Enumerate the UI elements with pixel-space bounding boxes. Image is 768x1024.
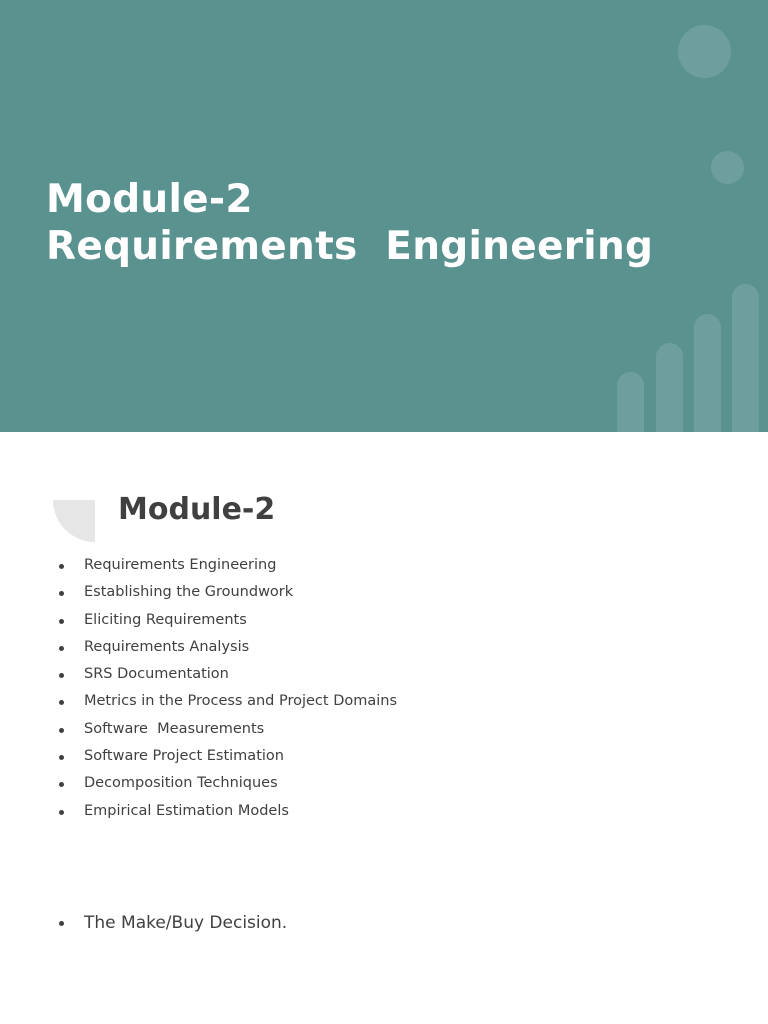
topic-list	[0, 552, 397, 825]
topic-item: Decomposition Techniques	[0, 770, 397, 797]
topic-item: SRS Documentation	[0, 661, 397, 688]
slide-title-line-2: Requirements Engineering	[46, 224, 654, 269]
decorative-bar-4	[732, 284, 759, 432]
topic-item: Eliciting Requirements	[0, 607, 397, 634]
title-slide	[0, 0, 768, 432]
topic-item: Requirements Engineering	[0, 552, 397, 579]
content-slide	[0, 432, 768, 1024]
decorative-circle-large	[678, 25, 731, 78]
slide-title-line-1: Module-2	[46, 177, 253, 222]
topic-item: Software Project Estimation	[0, 743, 397, 770]
topic-item: Requirements Analysis	[0, 634, 397, 661]
final-topic-list	[0, 910, 287, 936]
topic-item: Metrics in the Process and Project Domains	[0, 688, 397, 715]
section-heading: Module-2	[118, 492, 276, 527]
decorative-quarter-circle	[53, 500, 95, 542]
topic-item: Establishing the Groundwork	[0, 579, 397, 606]
decorative-bar-3	[694, 314, 721, 432]
decorative-circle-small	[711, 151, 744, 184]
decorative-bar-2	[656, 343, 683, 432]
decorative-bar-1	[617, 372, 644, 432]
topic-item: Empirical Estimation Models	[0, 798, 397, 825]
final-topic: The Make/Buy Decision.	[0, 910, 287, 936]
slide-title	[46, 176, 653, 270]
topic-item: Software Measurements	[0, 716, 397, 743]
